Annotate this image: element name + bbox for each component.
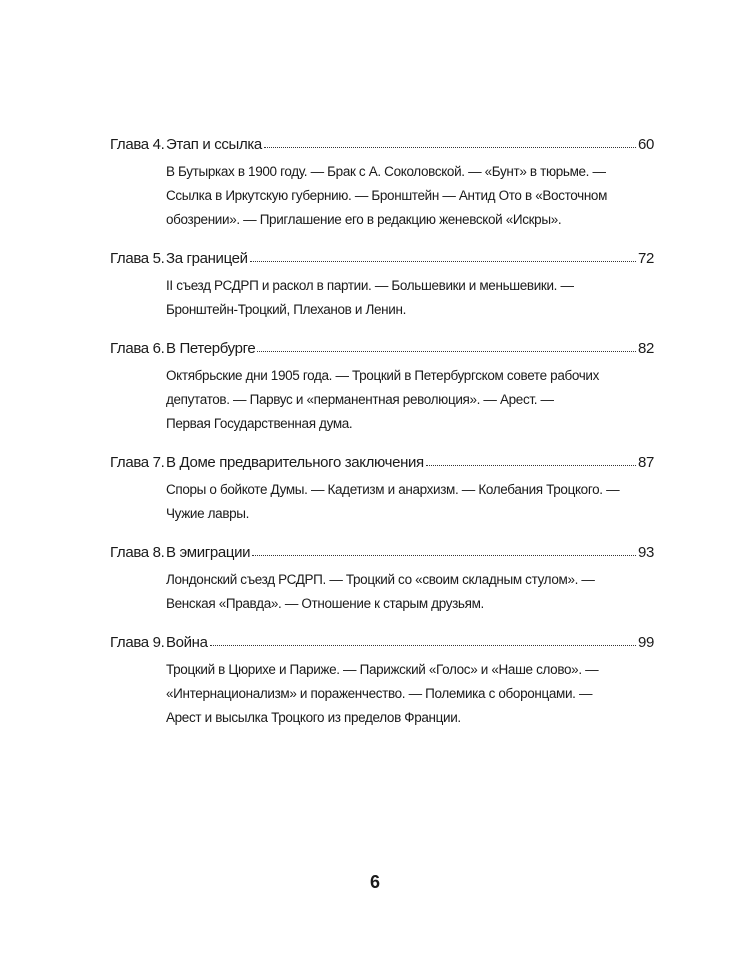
summary-line: II съезд РСДРП и раскол в партии. — Большевики и меньшевики. — [166, 278, 574, 293]
toc-entry-heading [110, 136, 654, 160]
chapter-title: За границей [166, 250, 248, 267]
table-of-contents [110, 136, 654, 748]
chapter-page-number: 82 [638, 340, 654, 357]
toc-entry-heading [110, 250, 654, 274]
toc-entry-heading [110, 634, 654, 658]
chapter-summary [166, 274, 654, 322]
chapter-title: Этап и ссылка [166, 136, 262, 153]
summary-line: В Бутырках в 1900 году. — Брак с А. Соколовской. — «Бунт» в тюрьме. — [166, 164, 606, 179]
chapter-page-number: 99 [638, 634, 654, 651]
chapter-label: Глава 9. [110, 634, 165, 651]
toc-entry-chapter-6 [110, 340, 654, 436]
summary-line: Чужие лавры. [166, 506, 250, 521]
summary-line: Октябрьские дни 1905 года. — Троцкий в Петербургском совете рабочих [166, 368, 600, 383]
toc-entry-chapter-9 [110, 634, 654, 730]
chapter-summary [166, 364, 654, 436]
summary-line: обозрении». — Приглашение его в редакцию женевской «Искры». [166, 212, 562, 227]
toc-entry-heading [110, 454, 654, 478]
chapter-page-number: 72 [638, 250, 654, 267]
chapter-page-number: 60 [638, 136, 654, 153]
dot-leader [252, 545, 636, 557]
summary-line: Венская «Правда». — Отношение к старым друзьям. [166, 596, 484, 611]
summary-line: Троцкий в Цюрихе и Париже. — Парижский «Голос» и «Наше слово». — [166, 662, 599, 677]
toc-entry-chapter-8 [110, 544, 654, 616]
dot-leader [210, 635, 636, 647]
toc-entry-chapter-4 [110, 136, 654, 232]
dot-leader [426, 455, 636, 467]
chapter-label: Глава 8. [110, 544, 165, 561]
summary-line: Первая Государственная дума. [166, 416, 353, 431]
page-number: 6 [369, 872, 380, 892]
toc-entry-heading [110, 544, 654, 568]
summary-line: депутатов. — Парвус и «перманентная революция». — Арест. — [166, 392, 554, 407]
toc-entry-heading [110, 340, 654, 364]
toc-entry-chapter-7 [110, 454, 654, 526]
toc-entry-chapter-5 [110, 250, 654, 322]
chapter-label: Глава 4. [110, 136, 165, 153]
summary-line: Бронштейн-Троцкий, Плеханов и Ленин. [166, 302, 406, 317]
summary-line: Ссылка в Иркутскую губернию. — Бронштейн — Антид Ото в «Восточном [166, 188, 608, 203]
chapter-page-number: 93 [638, 544, 654, 561]
chapter-title: В эмиграции [166, 544, 251, 561]
dot-leader [264, 137, 636, 149]
chapter-label: Глава 5. [110, 250, 165, 267]
chapter-label: Глава 7. [110, 454, 165, 471]
chapter-summary [166, 568, 654, 616]
summary-line: Споры о бойкоте Думы. — Кадетизм и анархизм. — Колебания Троцкого. — [166, 482, 620, 497]
summary-line: Лондонский съезд РСДРП. — Троцкий со «своим складным стулом». — [166, 572, 595, 587]
chapter-summary [166, 658, 654, 730]
chapter-title: В Доме предварительного заключения [166, 454, 424, 471]
chapter-page-number: 87 [638, 454, 654, 471]
summary-line: «Интернационализм» и пораженчество. — Полемика с оборонцами. — [166, 686, 593, 701]
dot-leader [257, 341, 636, 353]
chapter-summary [166, 478, 654, 526]
dot-leader [250, 251, 636, 263]
chapter-label: Глава 6. [110, 340, 165, 357]
chapter-summary [166, 160, 654, 232]
summary-line: Арест и высылка Троцкого из пределов Франции. [166, 710, 461, 725]
chapter-title: В Петербурге [166, 340, 256, 357]
chapter-title: Война [166, 634, 208, 651]
